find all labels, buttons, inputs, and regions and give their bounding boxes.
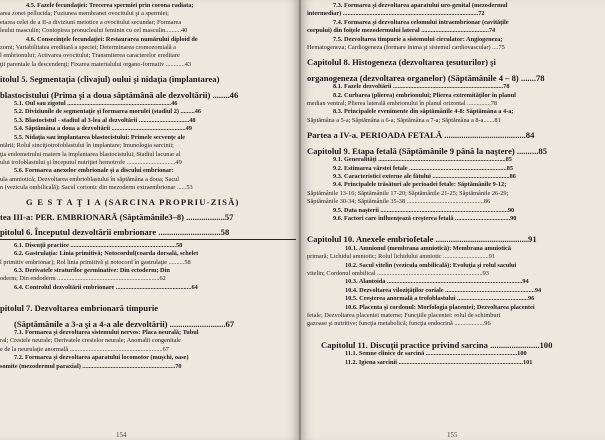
toc-chapter-heading: G E S T A Ţ I A (SARCINA PROPRIU-ZISĂ)	[26, 196, 240, 207]
toc-entry-line: 8.1. Fazele dezvoltării ......................................................................78	[333, 83, 510, 91]
toc-entry-line: 11.1. Semne clinice de sarcină ..........................................................100	[345, 350, 527, 358]
section-divider	[0, 239, 296, 240]
left-page-number: 154	[116, 431, 127, 439]
toc-entry-line: n (vezicula ombilicală); Sacul corionic din mezoderm extraembrionar ......53	[0, 184, 193, 192]
toc-entry-line: primară; Lichidul amniotic; Rolul lichidului amniotic .............................91	[307, 253, 496, 261]
toc-entry-line: ului trofoblastului şi începutul nutriţiei hemotrofe ...............................49	[0, 158, 182, 166]
toc-entry-line: ral; Crestele neurale; Derivatele crestelor neurale; Anomalii congenitale	[0, 337, 181, 345]
toc-entry-line: ula amniotică; Dezvoltarea embrioblastului în săptămâna a doua; Sacul	[0, 175, 180, 183]
toc-chapter-heading: tea III-a: PER. EMBRIONARĂ (Săptămânile3–8) ..................57	[0, 211, 234, 222]
toc-entry-line: corpului) din foiţele mezodermului lateral ...........................................74	[307, 27, 496, 35]
toc-entry-line: 9.6. Factori care influenţează creşterea fetală ...................................90	[333, 214, 517, 222]
toc-chapter-heading: (Săptămânile a 3-a şi a 4-a ale dezvoltării) ..........................67	[14, 318, 235, 329]
toc-entry-line: 6.3. Derivatele straturilor germinative: Din ectoderm; Din	[14, 266, 170, 274]
toc-entry-line: ţii parentale la descendenţi; Fixarea materialului organo-formativ ............43	[0, 60, 192, 68]
toc-entry-line: 7.2. Formarea şi dezvoltarea aparatului locomotor (muşchi, oase)	[14, 354, 189, 362]
toc-entry-line: median ventral; Plierea laterală embrionului în planul orizontal ...............78	[307, 100, 498, 108]
toc-entry-line: zomi; Variabilitatea ereditară a speciei; Determinarea cromozomială a	[0, 44, 176, 52]
toc-entry-line: 9.4. Principalele trăsături ale perioadei fetale: Săptămânile 9-12;	[333, 181, 507, 189]
toc-entry-line: 8.3. Principalele evenimente din săptămânile 4-8: Săptămâna a 4-a;	[333, 108, 514, 116]
toc-entry-line: 11.2. Igiena sarcinii ...............................................................................101	[345, 358, 533, 366]
right-toc-column	[307, 2, 600, 367]
right-page	[301, 0, 605, 440]
toc-entry-line: gazoase şi nutritive; funcţia metabolică; funcţia endocrină ...................96	[307, 320, 491, 328]
toc-entry-line: 9.5. Data naşterii .................................................................................90	[333, 206, 515, 214]
toc-entry-line: 10.6. Placenta şi cordonul: Morfologia placentei; Dezvoltarea placentei	[345, 303, 535, 311]
toc-entry-line: 5.6. Formarea anexelor embrionale şi a discului embrionar:	[14, 167, 174, 175]
toc-entry-line: 7.4. Formarea şi dezvoltarea celomului intraembrionar (cavităţile	[333, 18, 509, 26]
toc-chapter-heading: Capitolul 11. Discuţii practice privind sarcina .......................100	[321, 339, 553, 350]
toc-chapter-heading: Capitolul 9. Etapa fetală (Săptămânile 9 până la naştere) ..........85	[307, 145, 547, 156]
toc-entry-line: 5.3. Blastocistul - stadiul al 3-lea al dezvoltării ................................48	[14, 116, 196, 124]
toc-entry-line: 6.2. Gastrulaţia: Linia primitivă; Notocordul(coarda dorsală, schelet	[14, 250, 199, 258]
toc-entry-line: 10.2. Sacul vitelin (vezicula ombilicală): Evoluţia şi rolul sacului	[345, 261, 517, 269]
toc-entry-line: 10.4. Dezvoltarea viloziţăţilor coriale .........................................................94	[345, 286, 542, 294]
toc-entry-line: 7.5. Dezvoltarea timpurie a sistemului circulator: Angiogeneza;	[333, 35, 503, 43]
toc-entry-line: leului masculin; Contopirea pronucleului feminin cu cel masculin..........40	[0, 27, 188, 35]
toc-entry-line: 4.5. Fazele fecundaţiei: Trecerea spermiei prin corona radiata;	[26, 2, 194, 9]
toc-chapter-heading: itolul 5. Segmentaţia (clivajul) oului şi nidaţia (implantarea)	[0, 74, 220, 85]
toc-entry-line: fetale; Dezvoltarea placentei materne; Funcţiile placentei: rolul de schimburi	[307, 312, 501, 319]
toc-entry-line: 5.5. Nidaţia sau implantarea blastocistului: Primele secvenţe ale	[14, 133, 186, 141]
toc-entry-line: 9.1. Generalităţi .................................................................................85	[333, 156, 512, 164]
toc-entry-line: Săptămânile 30-34; Săptămânile 35-38 .................................................86	[307, 198, 491, 206]
toc-entry-line: 7.3. Formarea şi dezvoltarea aparatului uro-genital (mezodermul	[333, 2, 508, 9]
toc-entry-line: oderm; Din endoderm .................................................................62	[0, 275, 166, 283]
toc-entry-line: etarea celei de a II-a diviziuni meiotice a ovocitului secundar; Formarea	[0, 18, 182, 26]
left-page	[0, 0, 299, 440]
toc-chapter-heading: Capitolul 10. Anexele embriofetale ...........................................91	[307, 234, 537, 245]
toc-entry-line: 10.5. Creşterea anormală a trofoblastului .............................................96	[345, 295, 535, 303]
toc-entry-line: 5.4. Săptămâna a doua a dezvoltării ...............................................49	[14, 125, 192, 133]
toc-entry-line: Săptămâna a 5-a; Săptămâna a 6-a; Săptămâna a 7-a; Săptămâna a 8-a.......81	[307, 116, 501, 124]
toc-entry-line: 5.2. Diviziunile de segmentaţie şi formarea morulei (stadiul 2) .........46	[14, 108, 202, 116]
spacer	[307, 329, 600, 335]
toc-entry-line: 7.1. Formarea şi dezvoltarea sistemului nervos: Placa neurală; Tubul	[14, 329, 199, 336]
toc-entry-line: 9.2. Estimarea vârstei fetale ..............................................................85	[333, 164, 514, 172]
toc-entry-line: ţia endometrului matern la implantarea blastocistului; Stadiul lacunar al	[0, 150, 181, 158]
spacer	[0, 292, 296, 298]
toc-entry-line: somite (mezodermul paraxial) ...........................................................70	[0, 362, 182, 370]
toc-entry-line: 10.1. Amnionul (membrana amniotică): Membrana amniotică	[345, 244, 511, 252]
toc-chapter-heading: organogeneza (dezvoltarea organelor) (Săptămânile 4 – 8) .......78	[307, 72, 545, 83]
toc-entry-line: e de la neurulaţie anormală ...........................................................67	[0, 345, 169, 353]
toc-entry-line: l embrionului; Activarea ovocitului; Transmiterea caracterelor ereditare	[0, 52, 180, 60]
toc-entry-line: vitelin; Cordonul ombilical ...................................................................93	[307, 269, 489, 277]
toc-entry-line: area zonei pellucida; Fuziunea membranei ovocitului şi a spermiei;	[0, 10, 169, 18]
toc-entry-line: 8.2. Curbarea (plierea) embrionului; Plierea extremităţilor în planul	[333, 91, 516, 99]
toc-chapter-heading: Partea a IV-a. PERIOADA FETALĂ ......................................84	[307, 130, 535, 141]
left-toc-column	[0, 2, 296, 371]
toc-chapter-heading: pitolul 6. Începutul dezvoltării embrionare .............................58	[0, 227, 230, 238]
toc-entry-line: 6.1. Discuţii practice ...................................................................58	[14, 241, 183, 249]
toc-chapter-heading: blastocistului (Prima şi a doua săptămână ale dezvoltării) ........46	[0, 89, 239, 100]
toc-entry-line: l primitiv embrionar); Rol linia primitivă şi notocord în gastrulaţie ..........58	[0, 258, 191, 266]
toc-entry-line: Săptămânile 13-16; Săptămânile 17-20; Săptămânile 21-25; Săptămânile 26-29;	[307, 189, 509, 197]
spacer	[307, 223, 600, 229]
toc-entry-line: 4.6. Consecinţele fecundaţiei: Restaurarea numărului diploid de	[26, 35, 198, 43]
toc-entry-line: 10.3. Alantoida ......................................................................................94	[345, 278, 529, 286]
toc-entry-line: Hematogeneza; Cardiogeneza (formare inima şi sistemul cardiovascular) ....75	[307, 44, 505, 52]
toc-entry-line: ntării; Rolul sinciţiotrofoblastului în implantare; Imunologia sarcinii;	[0, 142, 174, 150]
toc-entry-line: intermediar) ......................................................................................72	[307, 10, 485, 18]
toc-entry-line: 5.1. Oul sau zigotul ..................................................................46	[14, 100, 178, 108]
toc-chapter-heading: pitolul 7. Dezvoltarea embrionară timpurie	[0, 303, 159, 314]
toc-entry-line: 6.4. Controlul dezvoltării embrionare ................................................64	[14, 283, 198, 291]
toc-chapter-heading: Capitolul 8. Histogeneza (dezvoltarea ţesuturilor) şi	[307, 57, 496, 68]
toc-entry-line: 9.3. Caracteristici externe ale fătului .................................................86	[333, 172, 516, 180]
right-page-number: 155	[447, 431, 458, 439]
